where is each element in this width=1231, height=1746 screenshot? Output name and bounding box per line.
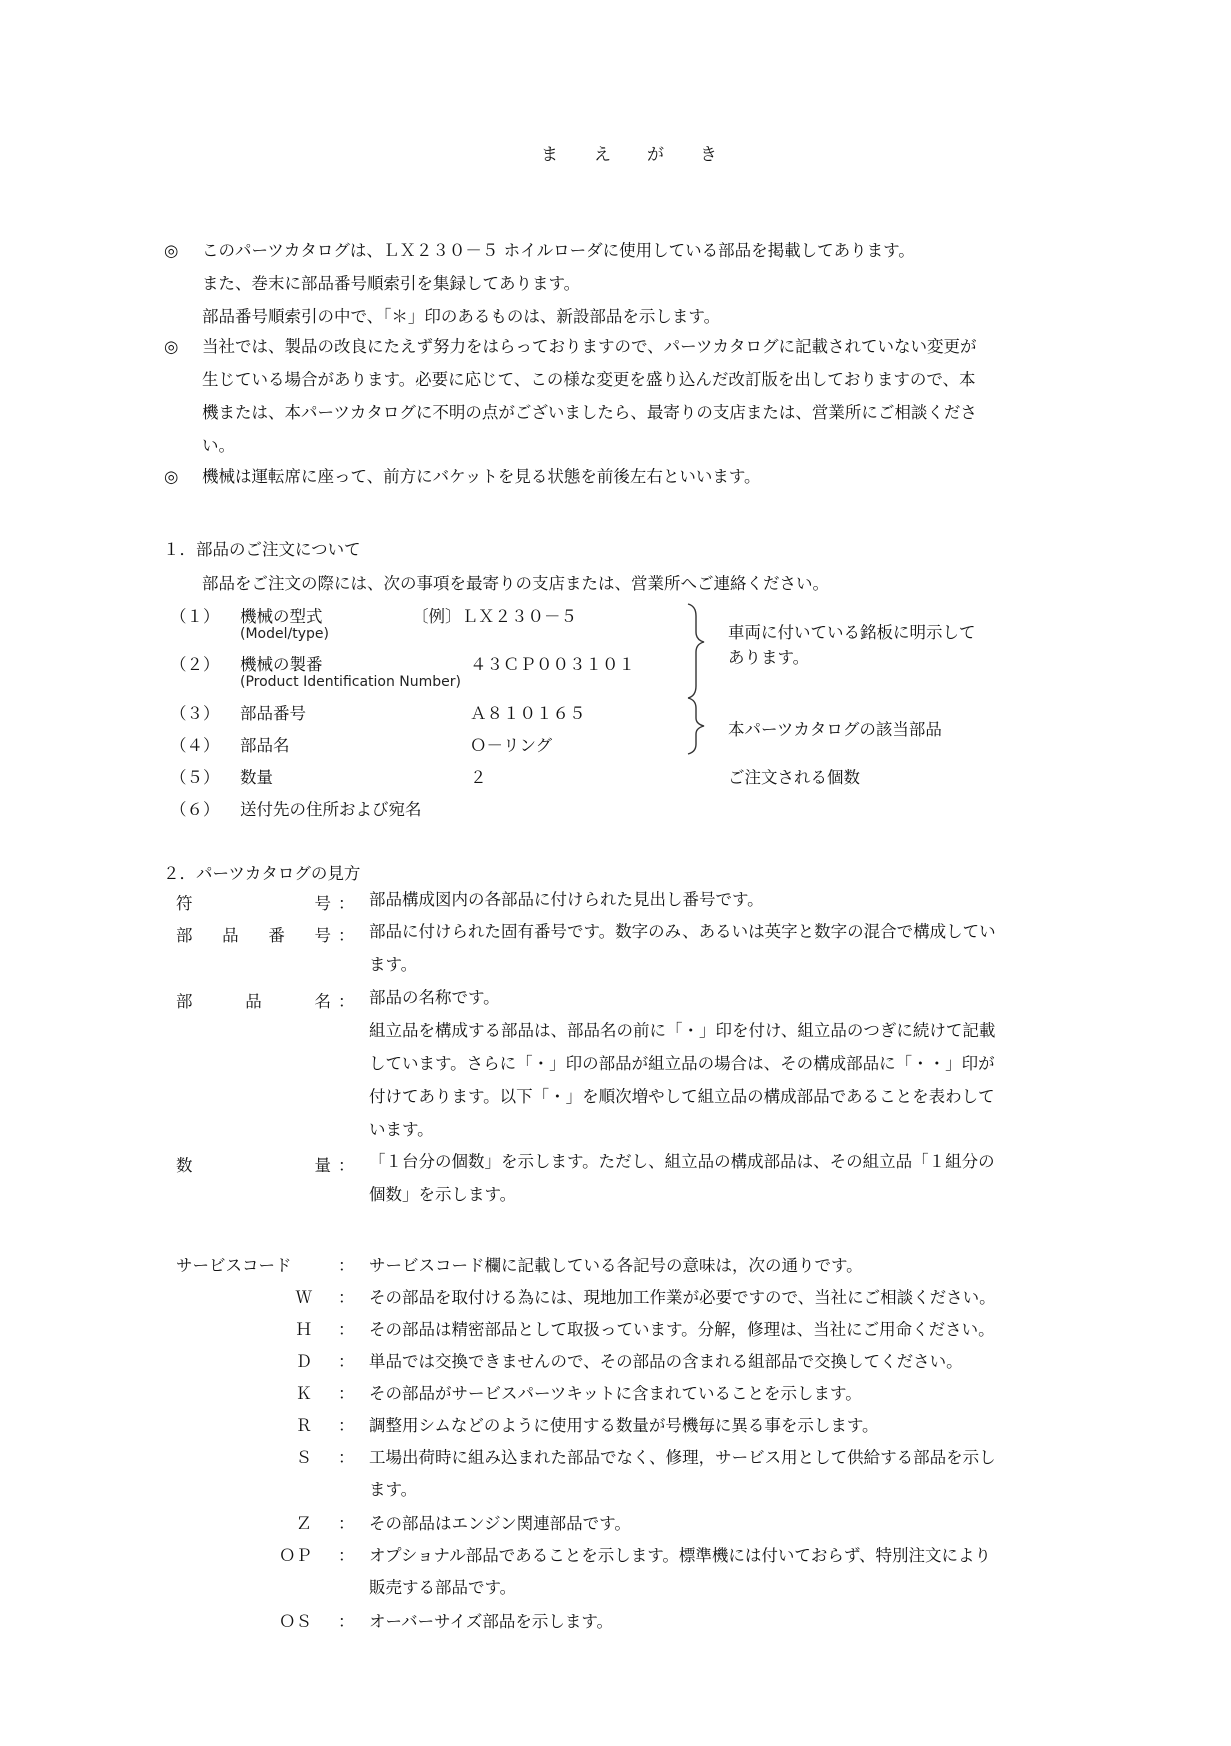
definition-colon: ： — [338, 926, 355, 945]
section-heading-howto: ２．パーツカタログの見方 — [163, 864, 361, 883]
service-code-colon: ： — [338, 1256, 355, 1275]
definition-colon: ： — [338, 1156, 355, 1175]
order-item-example: Ｏ－リング — [470, 736, 553, 755]
order-item-number: （２） — [170, 655, 220, 674]
order-lead-text: 部品をご注文の際には、次の事項を最寄りの支店または、営業所へご連絡ください。 — [202, 574, 829, 593]
intro-paragraph-2: ◎ 当社では、製品の改良にたえず努力をはらっておりますので、パーツカタログに記載されていない変更が 生じている場合があります。必要に応じて、この様な変更を盛り込んだ改訂版を出しておりますので、本 機または、本パーツカタログに不明の点がございましたら、最寄りの支店または、営業所にご相談くださ い。 — [164, 330, 1104, 462]
order-item-example: Ａ８１０１６５ — [470, 704, 586, 723]
service-code-desc: サービスコード欄に記載している各記号の意味は，次の通りです。 — [369, 1256, 863, 1275]
double-circle-mark-icon: ◎ — [164, 467, 179, 486]
order-item-example: ２ — [470, 768, 487, 787]
intro-paragraph-1: ◎ このパーツカタログは、ＬＸ２３０－５ ホイルローダに使用している部品を掲載してあります。 また、巻末に部品番号順索引を集録してあります。 部品番号順索引の中で、「＊」印のあるものは、新設部品を示します。 — [164, 234, 1104, 333]
order-item-sub: (Product Identification Number) — [240, 674, 462, 690]
order-item-sub: (Model/type) — [240, 626, 329, 642]
order-item-label: 数量 — [240, 768, 273, 787]
bracket-catalog-icon — [684, 696, 714, 756]
order-item-label: 機械の製番 — [240, 655, 323, 674]
order-item-number: （３） — [170, 704, 220, 723]
definition-label: 部品番号 — [176, 926, 331, 945]
order-item-number: （５） — [170, 768, 220, 787]
section-heading-order: １．部品のご注文について — [163, 540, 361, 559]
definition-colon: ： — [338, 992, 355, 1011]
order-item-label: 機械の型式 — [240, 607, 323, 626]
definition-label: 部品名 — [176, 992, 331, 1011]
bracket-plate-icon — [684, 602, 714, 702]
definition-desc: 部品構成図内の各部品に付けられた見出し番号です。 — [369, 890, 764, 909]
order-item-number: （４） — [170, 736, 220, 755]
order-item-example: ４３ＣＰ００３１０１ — [470, 655, 635, 674]
definition-desc: 部品に付けられた固有番号です。数字のみ、あるいは英字と数字の混合で構成してい ます。 — [369, 922, 996, 974]
order-item-example: 〔例〕ＬＸ２３０－５ — [412, 607, 577, 626]
document-page: まえがき ◎ このパーツカタログは、ＬＸ２３０－５ ホイルローダに使用している部品を掲載してあります。 また、巻末に部品番号順索引を集録してあります。 部品番号順索引の中で、「＊」印のあるものは、新設部品を示します。 ◎ 当社では、製品の改良にたえず努力をはらっておりますので、パーツカタログに記載されていない変更が 生じている場合があります。必要に応じて、この様な変更を盛り込んだ改訂版を出しておりますので、本 機または、本パーツカタログに不明の点がございましたら、最寄りの支店または、営業所にご相談くださ い。 ◎ 機械は運転席に座って、前方にバケットを見る状態を前後左右といいます。 １．部品のご注文について 部品をご注文の際には、次の事項を最寄りの支店または、営業所へご連絡ください。 （１） 機械の型式 (Model/type) 〔例〕ＬＸ２３０－５ （２） 機械の製番 (Product Identification Number) ４３ＣＰ００３１０１ （３） 部品番号 Ａ８１０１６５ （４） 部品名 Ｏ－リング （５） 数量 ２ （６） 送付先の住所および宛名 車両に付いている銘板に明示して あります。 本パーツカタログの該当部品 ご注文される個数 ２．パーツカタログの見方 符号 ： 部品構成図内の各部品に付けられた見出し番号です。 部品番号 ： 部品に付けられた固有番号です。数字のみ、あるいは英字と数字の混合で構成してい ます。 部品名 ： 部品の名称です。 組立品を構成する部品は、部品名の前に「・」印を付け、組立品のつぎに続けて記載 しています。さらに「・」印の部品が組立品の場合は、その構成部品に「・・」印が 付けてあります。以下「・」を順次増やして組立品の構成部品であることを表わして います。 数量 ： 「１台分の個数」を示します。ただし、組立品の構成部品は、その組立品「１組分の 個数」を示します。 サービスコード ： サービスコード欄に記載している各記号の意味は，次の通りです。 Ｗ ： その部品を取付ける為には、現地加工作業が必要ですので、当社にご相談ください。 Ｈ ： その部品は精密部品として取扱っています。分解，修理は、当社にご用命ください。 Ｄ ： 単品では交換できませんので、その部品の含まれる組部品で交換してください。 Ｋ ： その部品がサービスパーツキットに含まれていることを示します。 Ｒ ： 調整用シムなどのように使用する数量が号機毎に異る事を示します。 Ｓ ： 工場出荷時に組み込まれた部品でなく、修理，サービス用として供給する部品を示し ます。 Ｚ ： その部品はエンジン関連部品です。 ＯＰ ： オプショナル部品であることを示します。標準機には付いておらず、特別注文により 販売する部品です。 ＯＳ ： オーバーサイズ部品を示します。 — [0, 0, 1231, 1746]
note-plate-line-2: あります。 — [728, 648, 810, 667]
definition-colon: ： — [338, 894, 355, 913]
definition-desc: 部品の名称です。 組立品を構成する部品は、部品名の前に「・」印を付け、組立品のつぎに続けて記載 しています。さらに「・」印の部品が組立品の場合は、その構成部品に「・・」印が 付けてあります。以下「・」を順次増やして組立品の構成部品であることを表わして います。 — [369, 988, 996, 1139]
double-circle-mark-icon: ◎ — [164, 337, 179, 356]
order-item-label: 部品番号 — [240, 704, 306, 723]
definition-label: 数量 — [176, 1156, 331, 1175]
order-item-number: （６） — [170, 800, 220, 819]
definition-label: 符号 — [176, 894, 331, 913]
order-item-label: 部品名 — [240, 736, 290, 755]
page-title: まえがき — [541, 145, 753, 165]
order-item-number: （１） — [170, 607, 220, 626]
note-catalog: 本パーツカタログの該当部品 — [728, 720, 942, 739]
note-plate-line-1: 車両に付いている銘板に明示して — [728, 623, 976, 642]
double-circle-mark-icon: ◎ — [164, 241, 179, 260]
order-item-label: 送付先の住所および宛名 — [240, 800, 422, 819]
note-quantity: ご注文される個数 — [728, 768, 860, 787]
service-code-label: サービスコード — [176, 1256, 292, 1275]
definition-desc: 「１台分の個数」を示します。ただし、組立品の構成部品は、その組立品「１組分の 個数」を示します。 — [369, 1152, 995, 1204]
intro-paragraph-3: ◎ 機械は運転席に座って、前方にバケットを見る状態を前後左右といいます。 — [164, 460, 1104, 493]
